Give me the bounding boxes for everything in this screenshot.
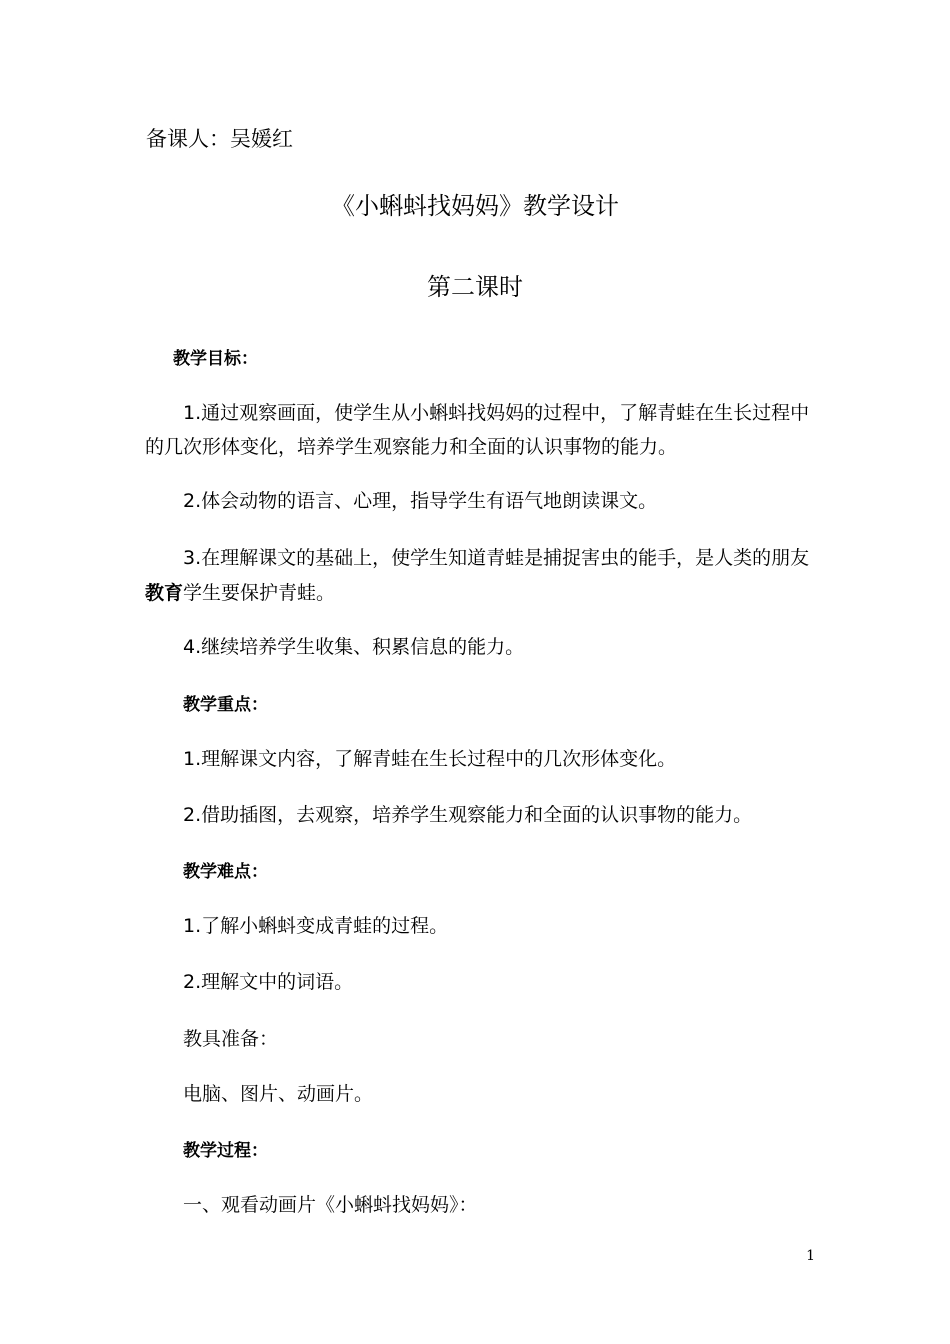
difficulties-heading: 教学难点：: [183, 862, 268, 882]
objective-item-1-continued: 的几次形体变化，培养学生观察能力和全面的认识事物的能力。: [145, 436, 678, 458]
difficulty-number: 1.: [183, 915, 202, 937]
page-number: 1: [806, 1248, 815, 1264]
emphasis-text: 教育: [145, 582, 184, 604]
objective-number: 1.: [183, 402, 202, 424]
objective-text: 在理解课文的基础上，使学生知道青蛙是捕捉害虫的能手，是人类的朋友: [201, 547, 810, 569]
key-point-text: 理解课文内容，了解青蛙在生长过程中的几次形体变化。: [201, 748, 677, 770]
difficulty-text: 理解文中的词语。: [201, 971, 354, 993]
objective-number: 2.: [183, 490, 202, 512]
objective-number: 3.: [183, 547, 202, 569]
objective-text: 继续培养学生收集、积累信息的能力。: [201, 636, 525, 658]
process-heading: 教学过程：: [183, 1141, 268, 1161]
difficulty-item-2: [183, 970, 353, 994]
key-points-heading: 教学重点：: [183, 695, 268, 715]
objectives-heading: 教学目标：: [173, 349, 258, 369]
objective-text: 学生要保护青蛙。: [183, 582, 336, 604]
objective-item-3: [183, 546, 809, 570]
key-point-number: 2.: [183, 804, 202, 826]
difficulty-item-1: [183, 914, 448, 938]
document-subtitle: 第二课时: [427, 273, 523, 301]
difficulty-number: 2.: [183, 971, 202, 993]
objective-item-3-continued: [145, 581, 335, 605]
objective-item-1: [183, 401, 809, 425]
objective-item-4: [183, 635, 524, 659]
difficulty-text: 了解小蝌蚪变成青蛙的过程。: [201, 915, 449, 937]
author-line: 备课人：吴媛红: [146, 127, 293, 151]
objective-text: 体会动物的语言、心理，指导学生有语气地朗读课文。: [201, 490, 658, 512]
objective-text: 通过观察画面，使学生从小蝌蚪找妈妈的过程中，了解青蛙在生长过程中: [201, 402, 810, 424]
objective-item-2: [183, 489, 657, 513]
tools-heading: 教具准备：: [183, 1028, 279, 1050]
tools-text: 电脑、图片、动画片。: [183, 1083, 374, 1105]
key-point-text: 借助插图，去观察，培养学生观察能力和全面的认识事物的能力。: [201, 804, 753, 826]
objective-number: 4.: [183, 636, 202, 658]
key-point-item-2: [183, 803, 752, 827]
key-point-item-1: [183, 747, 676, 771]
process-step-1: 一、观看动画片《小蝌蚪找妈妈》：: [183, 1194, 478, 1216]
document-title: 《小蝌蚪找妈妈》教学设计: [331, 192, 619, 220]
key-point-number: 1.: [183, 748, 202, 770]
